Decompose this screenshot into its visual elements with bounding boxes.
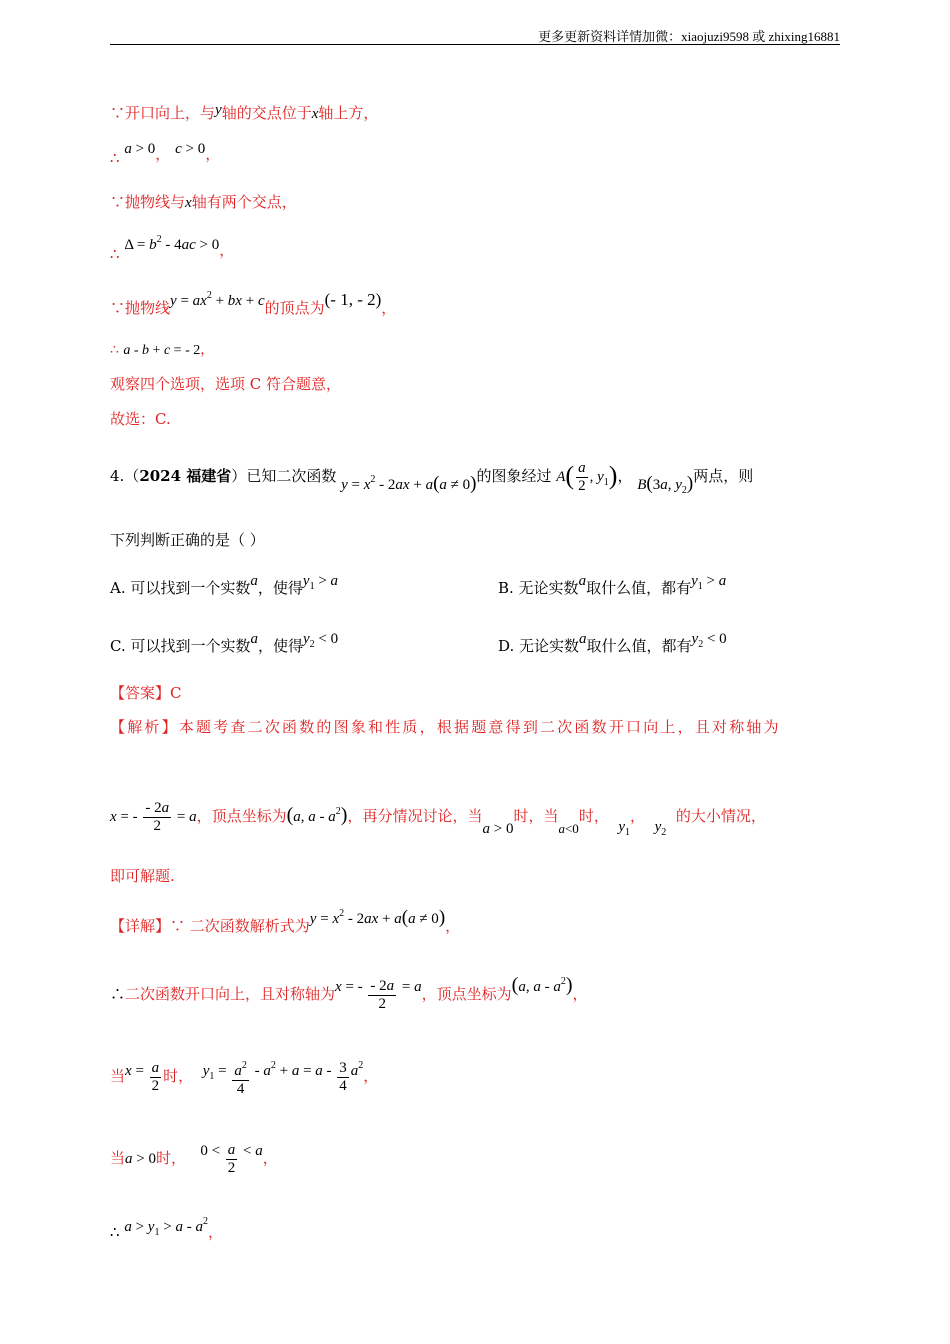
option-a[interactable]: A. 可以找到一个实数a，使得$y_1 > a$: [110, 573, 339, 597]
question-4-line-1: 4.（2024 福建省）已知二次函数 $y = x^2 - 2ax + a(a \ne 0)$的图象经过 A( $\frac{a}{2}$ , $y_1$)， B(3a, $y_2$)两点，则: [110, 459, 754, 496]
option-c[interactable]: C. 可以找到一个实数a，使得$y_2 < 0$: [110, 631, 339, 655]
detail-line-4: 当a > 0时， 0 < $\frac{a}{2}$ < a，: [110, 1141, 278, 1176]
prev-l1-a: ∵开口向上，与: [110, 104, 216, 122]
prev-line-5: ∵抛物线$y = ax^2$ + bx + c的顶点为(- 1, - 2)，: [110, 290, 397, 317]
analysis-line-2: x = - $\frac{- 2a}{2}$ = a，顶点坐标为(a, a - $a^2$)，再分情况讨论，当a > 0时，当a<0时， $y_1$， $y_2$ 的大小情况，: [110, 799, 766, 838]
prev-line-7: 观察四个选项，选项 C 符合题意，: [110, 375, 342, 393]
prev-l1-b: 轴的交点位于: [221, 104, 312, 122]
analysis-line-3: 即可解题.: [110, 867, 175, 885]
analysis-line-1: 【解析】本题考查二次函数的图象和性质，根据题意得到二次函数开口向上，且对称轴为: [110, 718, 781, 736]
prev-l1-c: 轴上方，: [318, 104, 379, 122]
prev-line-4: ∴ $\Delta = b^2 - 4ac > 0$，: [110, 234, 235, 263]
question-4-line-2: 下列判断正确的是（ ）: [110, 531, 265, 549]
answer-line: 【答案】C: [110, 684, 182, 702]
detail-line-3: 当x = $\frac{a}{2}$ 时， $y_1$ = $\frac{a^2}{4}$ - $a^2 + a = a$ - $\frac{3}{4}$ $a^2$，: [110, 1046, 378, 1098]
prev-line-3: ∵抛物线与x轴有两个交点，: [110, 193, 297, 211]
detail-line-5: ∴ $a > y_1 > a - a^2$，: [110, 1216, 223, 1241]
option-b[interactable]: B. 无论实数a取什么值，都有$y_1 > a$: [498, 573, 727, 597]
option-d[interactable]: D. 无论实数a取什么值，都有$y_2 < 0$: [498, 631, 727, 655]
prev-line-8: 故选：C.: [110, 410, 171, 428]
prev-line-1: ∵开口向上，与y轴的交点位于x轴上方，: [110, 102, 379, 122]
detail-line-2: ∴二次函数开口向上，且对称轴为x = - $\frac{- 2a}{2}$ = a，顶点坐标为(a, a - $a^2$)，: [110, 974, 588, 1012]
page-header: 更多更新资料详情加微：xiaojuzi9598 或 zhixing16881: [538, 29, 840, 44]
header-divider: [110, 44, 840, 45]
prev-line-2: ∴ a > 0， c > 0，: [110, 141, 221, 167]
prev-line-6: ∴ a - b + c = - 2，: [110, 342, 215, 358]
detail-line-1: 【详解】∵ 二次函数解析式为$y = x^2 - 2ax + a(a \ne 0)$，: [110, 907, 461, 935]
